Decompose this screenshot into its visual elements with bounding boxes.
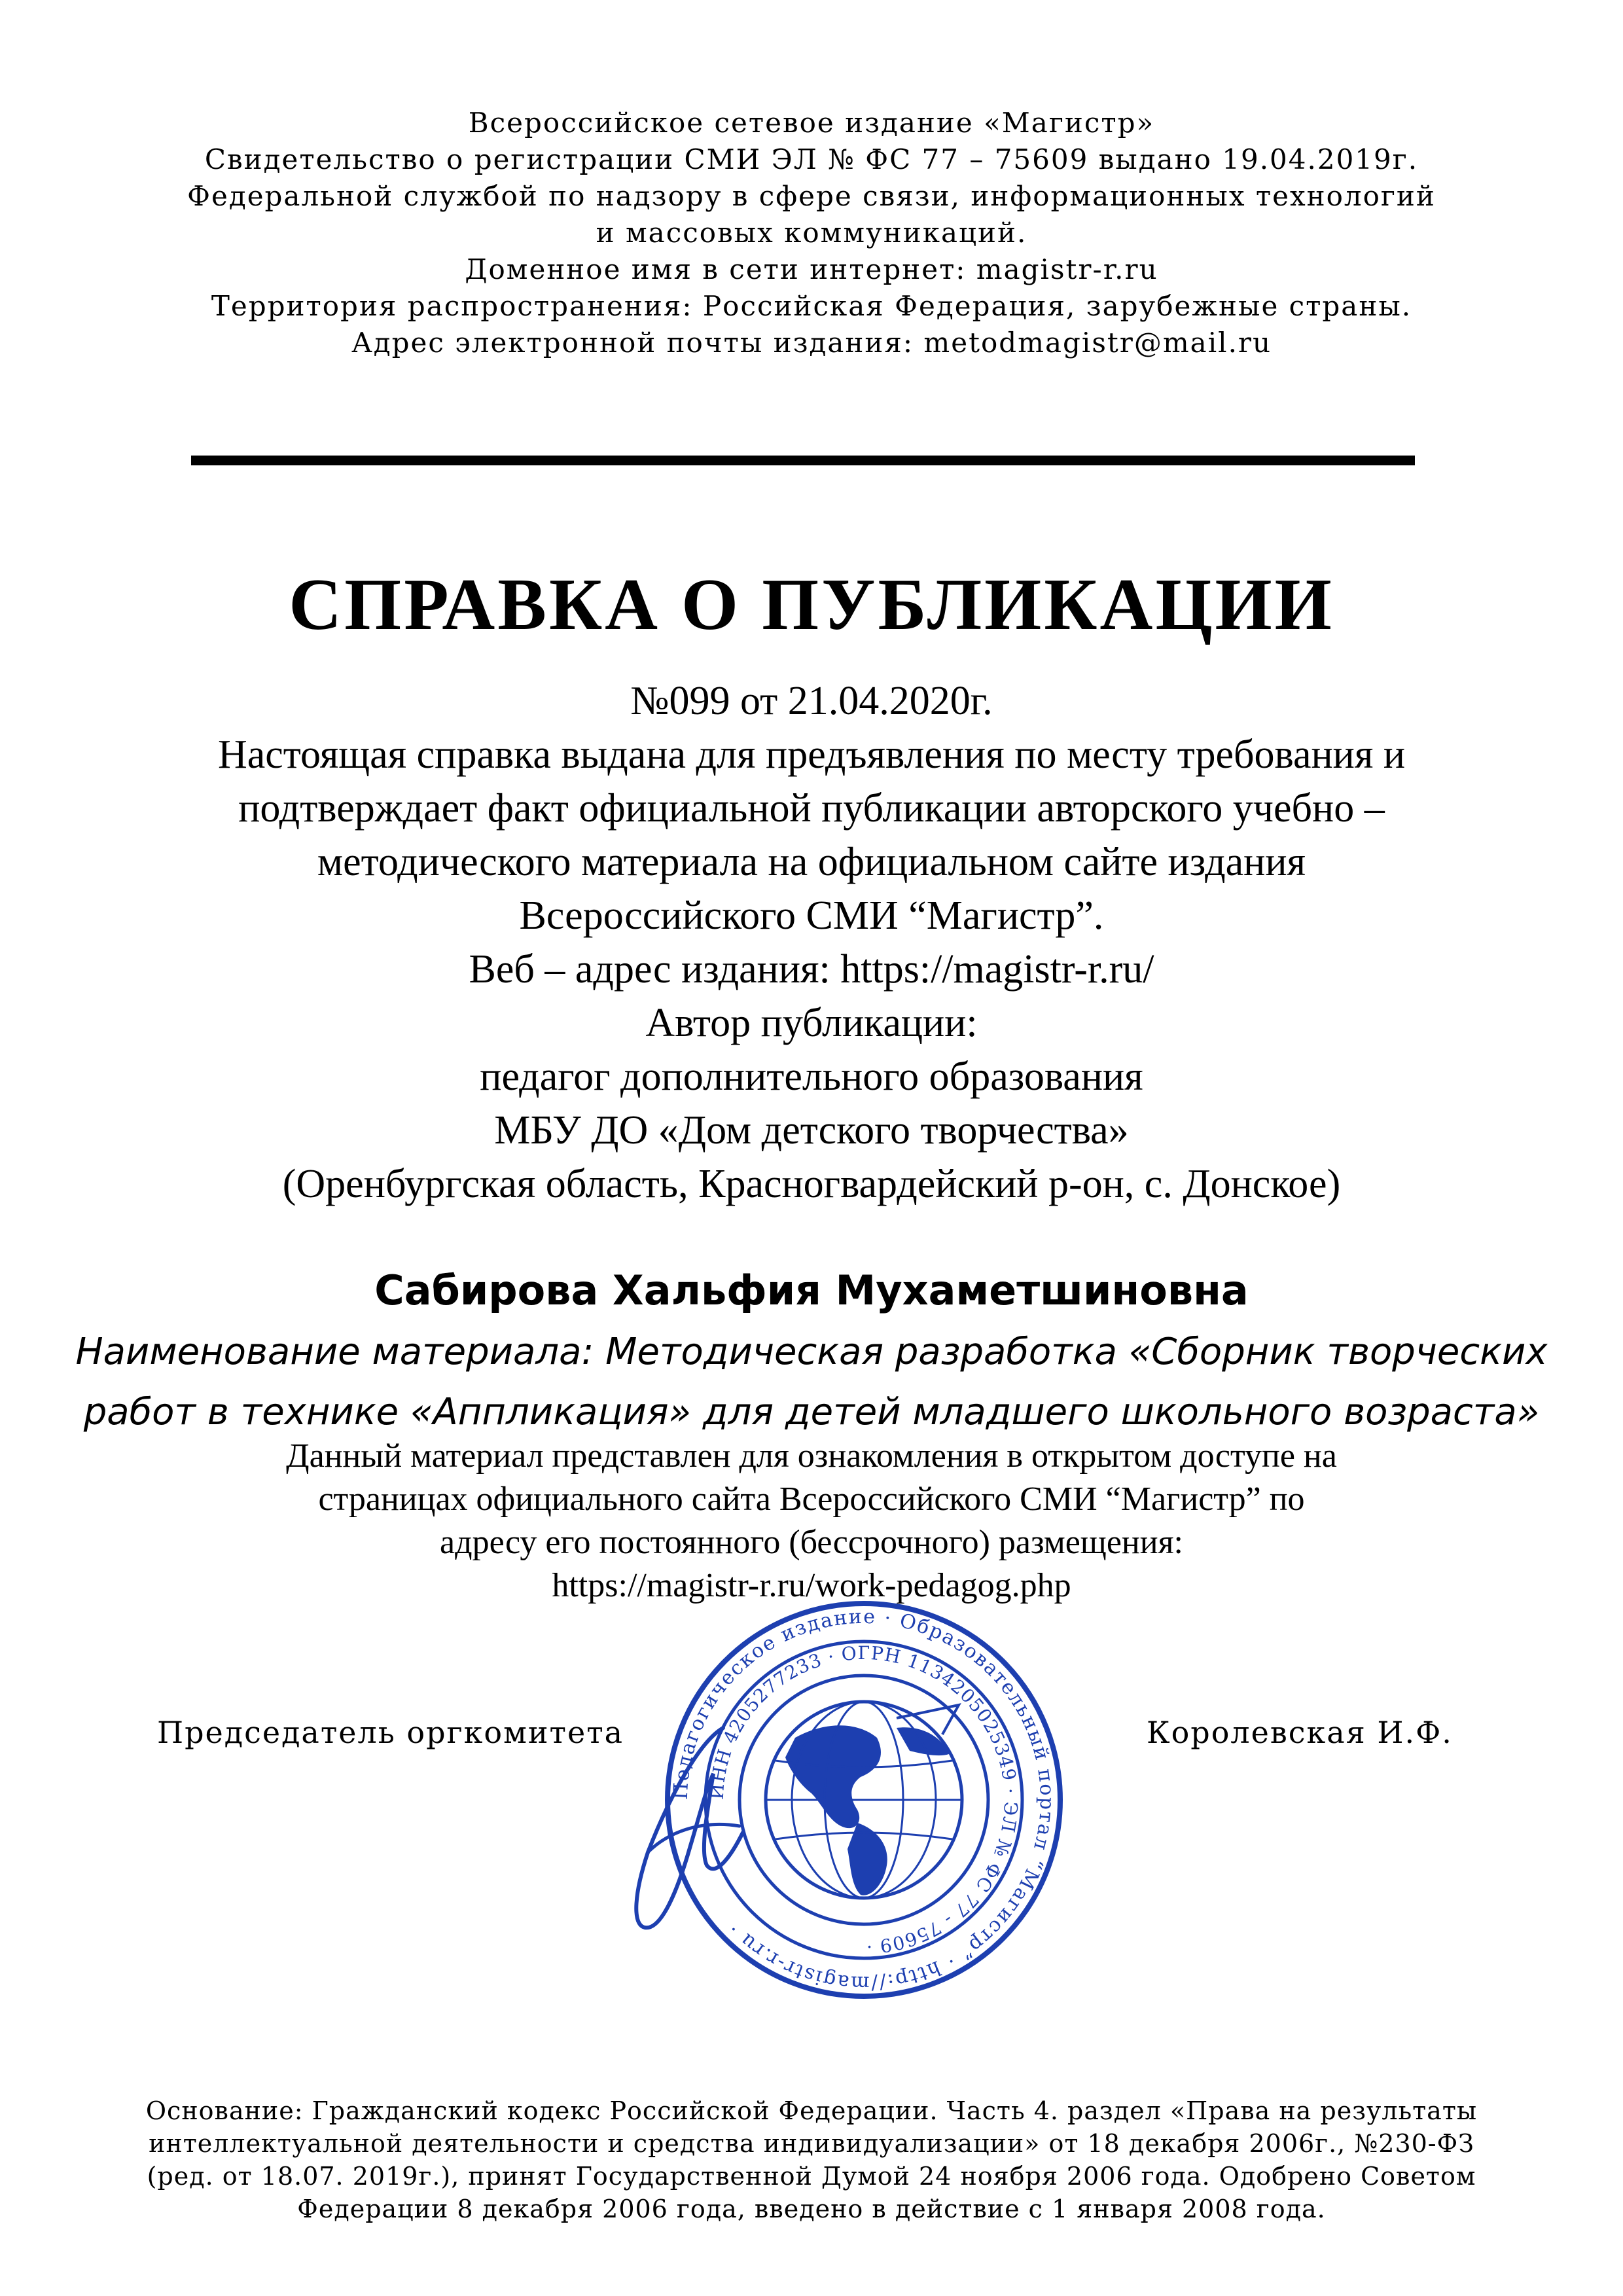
signatory-name: Королевская И.Ф.	[1147, 1715, 1453, 1750]
header-line: Территория распространения: Российская Федерация, зарубежные страны.	[211, 290, 1412, 322]
header-line: Всероссийское сетевое издание «Магистр»	[468, 107, 1155, 139]
author-organization: МБУ ДО «Дом детского творчества»	[494, 1108, 1129, 1153]
notice-url: https://magistr-r.ru/work-pedagog.php	[552, 1567, 1071, 1604]
notice-line: Данный материал представлен для ознакомления в открытом доступе на	[286, 1437, 1337, 1475]
body-line: методического материала на официальном сайте издания	[317, 840, 1306, 884]
globe-icon	[766, 1702, 962, 1898]
material-line: Наименование материала: Методическая разработка «Сборник творческих	[75, 1331, 1548, 1373]
legal-basis	[0, 2094, 1623, 2225]
header-line: и массовых коммуникаций.	[596, 217, 1027, 249]
footer-line: Основание: Гражданский кодекс Российской Федерации. Часть 4. раздел «Права на результаты	[145, 2096, 1478, 2125]
material-line: работ в технике «Аппликация» для детей младшего школьного возраста»	[83, 1391, 1540, 1433]
footer-line: Федерации 8 декабря 2006 года, введено в действие с 1 января 2008 года.	[297, 2195, 1326, 2223]
certificate-body	[0, 674, 1623, 1211]
header-line: Доменное имя в сети интернет: magistr-r.ru	[465, 253, 1158, 285]
footer-line: интеллектуальной деятельности и средства индивидуализации» от 18 декабря 2006г., №230-ФЗ	[149, 2129, 1474, 2158]
stamp-outer-text: Педагогическое издание · Образовательный портал “Магистр” · http://magistr-r.ru ·	[669, 1605, 1059, 1995]
body-line: Настоящая справка выдана для предъявления по месту требования и	[217, 732, 1406, 777]
handwritten-signature	[609, 1702, 779, 1964]
notice-line: адресу его постоянного (бессрочного) размещения:	[440, 1524, 1183, 1561]
author-name: Сабирова Хальфия Мухаметшиновна	[374, 1266, 1249, 1314]
material-title	[0, 1322, 1623, 1443]
footer-line: (ред. от 18.07. 2019г.), принят Государственной Думой 24 ноября 2006 года. Одобрено Советом	[147, 2162, 1476, 2191]
notice-line: страницах официального сайта Всероссийского СМИ “Магистр” по	[318, 1480, 1305, 1518]
website-line: Веб – адрес издания: https://magistr-r.ru/	[469, 947, 1154, 992]
author-location: (Оренбургская область, Красногвардейский р-он, с. Донское)	[282, 1162, 1341, 1206]
document-title: СПРАВКА О ПУБЛИКАЦИИ	[289, 564, 1334, 645]
certificate-number: №099 от 21.04.2020г.	[630, 679, 993, 723]
header-line: Свидетельство о регистрации СМИ ЭЛ № ФС 77 – 75609 выдано 19.04.2019г.	[204, 143, 1419, 175]
stamp-inner-text: ИНН 4205277233 · ОГРН 1134205025349 · ЭЛ № ФС 77 - 75609 ·	[705, 1641, 1022, 1958]
header-divider	[191, 456, 1415, 465]
signatory-position: Председатель оргкомитета	[157, 1715, 624, 1750]
body-line: Всероссийского СМИ “Магистр”.	[519, 893, 1104, 938]
header-line: Адрес электронной почты издания: metodmagistr@mail.ru	[351, 327, 1272, 359]
body-line: подтверждает факт официальной публикации авторского учебно –	[238, 786, 1385, 831]
author-position: педагог дополнительного образования	[480, 1054, 1143, 1099]
author-label: Автор публикации:	[645, 1001, 978, 1045]
header-line: Федеральной службой по надзору в сфере связи, информационных технологий	[187, 180, 1436, 212]
access-notice	[0, 1435, 1623, 1607]
publisher-header	[0, 105, 1623, 361]
